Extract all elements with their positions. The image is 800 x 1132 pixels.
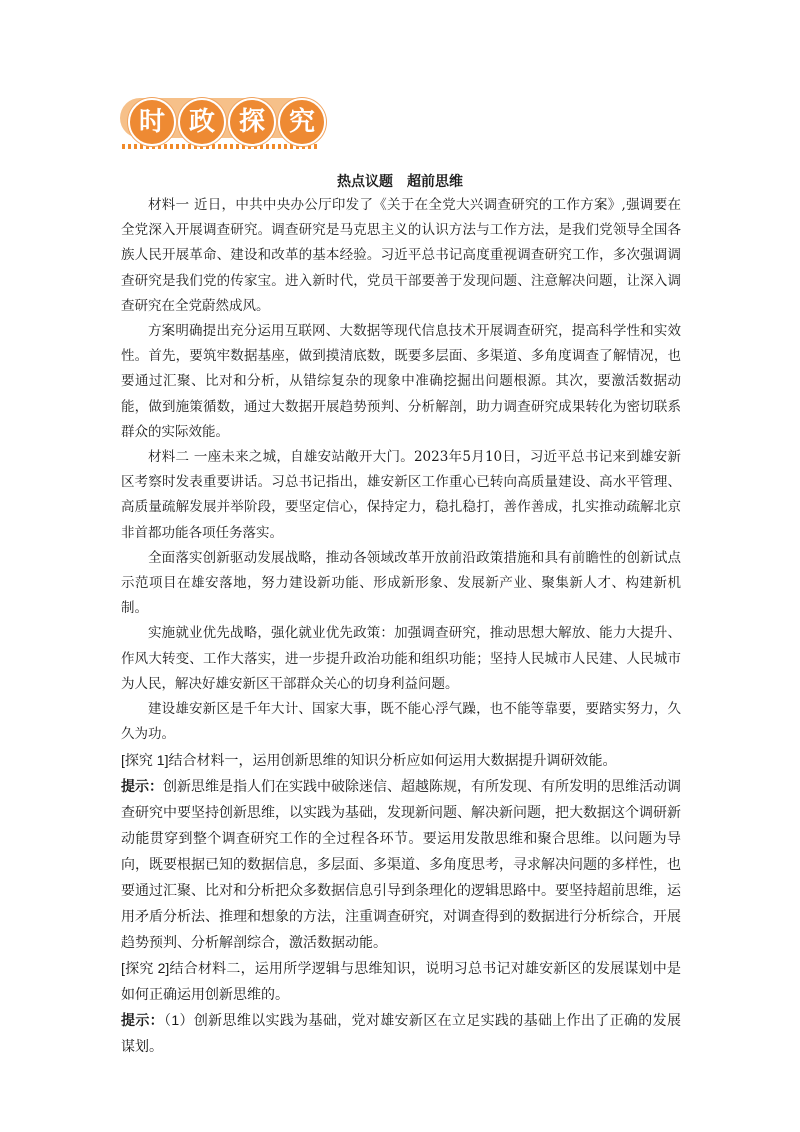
banner-char: 政 bbox=[178, 98, 226, 146]
material2-paragraph: 建设雄安新区是千年大计、国家大事，既不能心浮气躁，也不能等靠要，要踏实努力，久久为功。 bbox=[121, 701, 681, 743]
explore1-hint bbox=[121, 773, 681, 955]
explore2-question bbox=[121, 955, 681, 1007]
material1-paragraph: 方案明确提出充分运用互联网、大数据等现代信息技术开展调查研究，提高科学性和实效性。首先，要筑牢数据基座，做到摸清底数，既要多层面、多渠道、多角度调查了解情况，也要通过汇聚、比对和分析，从错综复杂的现象中准确挖掘出问题根源。其次，要激活数据动能，做到施策循数，通过大数据开展趋势预判、分析解剖，助力调查研究成果转化为密切联系群众的实际效能。 bbox=[121, 323, 681, 440]
hint-label: 提示： bbox=[121, 778, 163, 795]
explore2-question-text: 结合材料二，运用所学逻辑与思维知识，说明习总书记对雄安新区的发展谋划中是如何正确运用创新思维的。 bbox=[121, 960, 681, 1003]
explore1-question bbox=[121, 747, 681, 773]
material2-paragraph: 材料二 一座未来之城，自雄安站敞开大门。2023年5月10日，习近平总书记来到雄安新区考察时发表重要讲话。习总书记指出，雄安新区工作重心已转向高质量建设、高水平管理、高质量疏解发展并举阶段，要坚定信心，保持定力，稳扎稳打，善作善成，扎实推动疏解北京非首都功能各项任务落实。 bbox=[121, 449, 681, 541]
explore2-hint-text: （1）创新思维以实践为基础，党对雄安新区在立足实践的基础上作出了正确的发展谋划。 bbox=[121, 1012, 681, 1055]
hint-label: 提示： bbox=[121, 1012, 165, 1029]
explore2-label: [探究 2] bbox=[121, 960, 170, 977]
banner-char: 探 bbox=[228, 98, 276, 146]
document-body bbox=[121, 193, 681, 1059]
banner-char: 究 bbox=[278, 98, 326, 146]
material1-paragraph: 材料一 近日，中共中央办公厅印发了《关于在全党大兴调查研究的工作方案》,强调要在全党深入开展调查研究。调查研究是马克思主义的认识方法与工作方法，是我们党领导全国各族人民开展革命、建设和改革的基本经验。习近平总书记高度重视调查研究工作，多次强调调查研究是我们党的传家宝。进入新时代，党员干部要善于发现问题、注意解决问题，让深入调查研究在全党蔚然成风。 bbox=[121, 197, 681, 314]
banner-char: 时 bbox=[128, 98, 176, 146]
material2-paragraph: 全面落实创新驱动发展战略，推动各领域改革开放前沿政策措施和具有前瞻性的创新试点示范项目在雄安落地，努力建设新功能、形成新形象、发展新产业、聚集新人才、构建新机制。 bbox=[121, 549, 681, 617]
explore2-hint bbox=[121, 1007, 681, 1059]
page-title: 热点议题 超前思维 bbox=[337, 174, 463, 190]
explore1-label: [探究 1] bbox=[121, 752, 169, 769]
explore1-question-text: 结合材料一，运用创新思维的知识分析应如何运用大数据提升调研效能。 bbox=[168, 752, 617, 769]
material2-paragraph: 实施就业优先战略，强化就业优先政策：加强调查研究，推动思想大解放、能力大提升、作风大转变、工作大落实，进一步提升政治功能和组织功能；坚持人民城市人民建、人民城市为人民，解决好雄安新区干部群众关心的切身利益问题。 bbox=[121, 625, 681, 692]
section-banner bbox=[120, 98, 320, 158]
explore1-hint-text: 创新思维是指人们在实践中破除迷信、超越陈规，有所发现、有所发明的思维活动调查研究中要坚持创新思维，以实践为基础，发现新问题、解决新问题，把大数据这个调研新动能贯穿到整个调查研究工作的全过程各环节。要运用发散思维和聚合思维。以问题为导向，既要根据已知的数据信息，多层面、多渠道、多角度思考，寻求解决问题的多样性，也要通过汇聚、比对和分析把众多数据信息引导到条理化的逻辑思路中。要坚持超前思维，运用矛盾分析法、推理和想象的方法，注重调查研究，对调查得到的数据进行分析综合，开展趋势预判、分析解剖综合，激活数据动能。 bbox=[121, 778, 681, 951]
